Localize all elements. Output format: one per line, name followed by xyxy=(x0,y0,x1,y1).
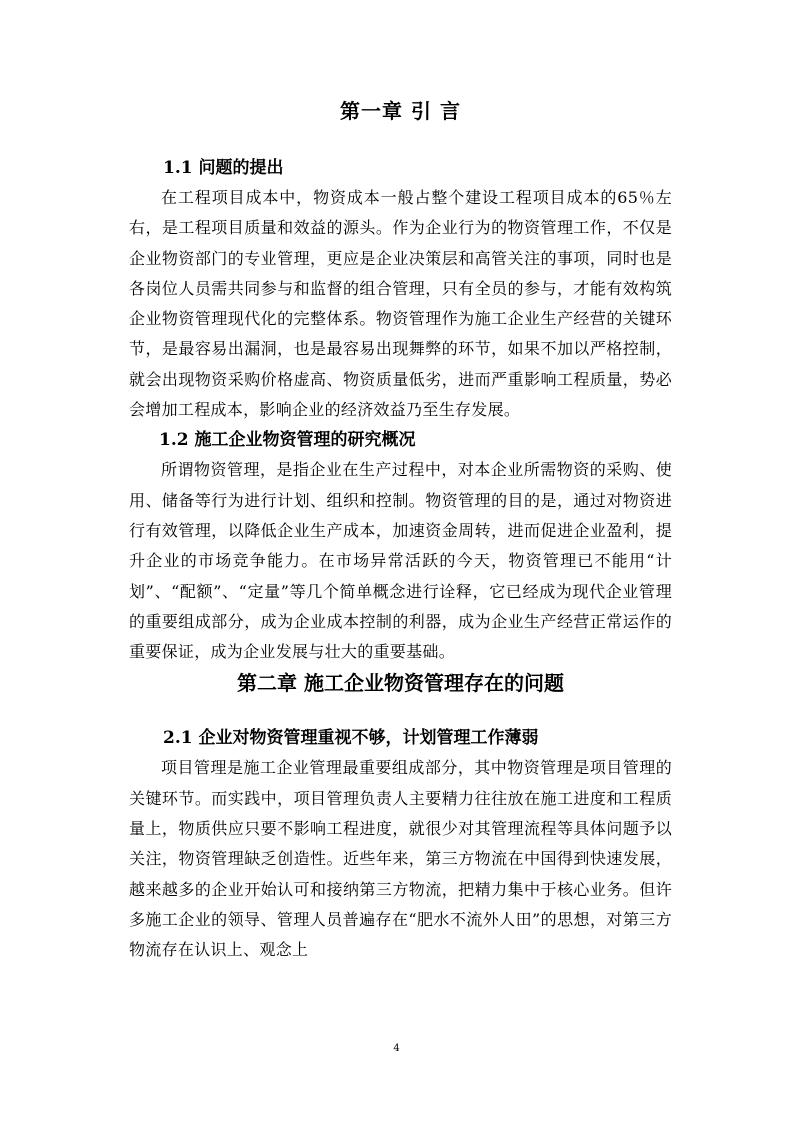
spacer xyxy=(129,699,672,723)
section-1-2-title: 1.2 施工企业物资管理的研究概况 xyxy=(159,430,416,451)
section-2-1-title: 2.1 企业对物资管理重视不够，计划管理工作薄弱 xyxy=(163,728,539,749)
section-1-1-paragraph: 在工程项目成本中，物资成本一般占整个建设工程项目成本的65％左右，是工程项目质量和效益的源头。作为企业行为的物资管理工作，不仅是企业物资部门的专业管理，更应是企业决策层和高管关注的事项，同时也是各岗位人员需共同参与和监督的组合管理，只有全员的参与，才能有效构筑企业物资管理现代化的完整体系。物资管理作为施工企业生产经营的关键环节，是最容易出漏洞，也是最容易出现舞弊的环节，如果不加以严格控制，就会出现物资采购价格虚高、物资质量低劣，进而严重影响工程质量，势必会增加工程成本，影响企业的经济效益乃至生存发展。 xyxy=(129,188,672,420)
chapter-2-title: 第二章 施工企业物资管理存在的问题 xyxy=(237,671,564,696)
section-2-1-paragraph: 项目管理是施工企业管理最重要组成部分，其中物资管理是项目管理的关键环节。而实践中，项目管理负责人主要精力往往放在施工进度和工程质量上，物质供应只要不影响工程进度，就很少对其管理流程等具体问题予以关注，物资管理缺乏创造性。近些年来，第三方物流在中国得到快速发展，越来越多的企业开始认可和接纳第三方物流，把精力集中于核心业务。但许多施工企业的领导、管理人员普遍存在“肥水不流外人田”的思想，对第三方物流存在认识上、观念上 xyxy=(129,758,672,960)
spacer xyxy=(129,127,672,153)
page-number: 4 xyxy=(393,1043,400,1054)
chapter-1-title: 第一章 引 言 xyxy=(340,99,461,123)
section-1-1-title: 1.1 问题的提出 xyxy=(163,158,284,178)
document-page xyxy=(129,95,672,966)
section-1-2-paragraph: 所谓物资管理，是指企业在生产过程中，对本企业所需物资的采购、使用、储备等行为进行计划、组织和控制。物资管理的目的是，通过对物资进行有效管理，以降低企业生产成本，加速资金周转，进而促进企业盈利，提升企业的市场竞争能力。在市场异常活跃的今天，物资管理已不能用“计划”、“配额”、“定量”等几个简单概念进行诠释，它已经成为现代企业管理的重要组成部分，成为企业成本控制的利器，成为企业生产经营正常运作的重要保证，成为企业发展与壮大的重要基础。 xyxy=(129,460,672,662)
